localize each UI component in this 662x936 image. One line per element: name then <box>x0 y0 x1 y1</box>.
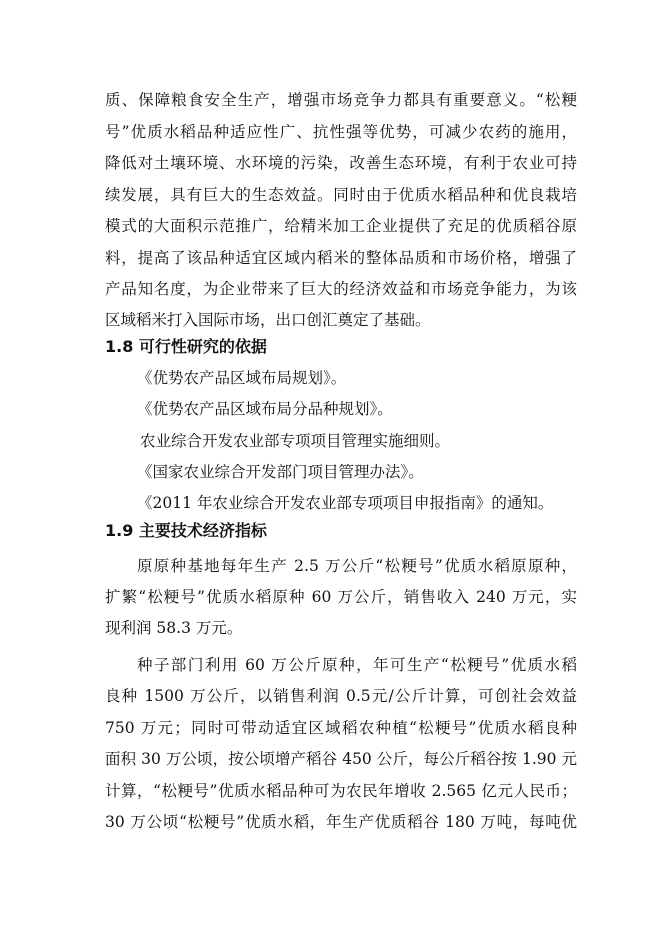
reference-item: 《国家农业综合开发部门项目管理办法》。 <box>137 463 424 481</box>
paragraph-line: 原原种基地每年生产 2.5 万公斤“松粳号”优质水稻原原种， <box>137 557 577 575</box>
intro-line: 料，提高了该品种适宜区域内稻米的整体品质和市场价格，增强了 <box>105 249 577 267</box>
reference-item: 农业综合开发农业部专项项目管理实施细则。 <box>140 432 451 450</box>
reference-item: 《2011 年农业综合开发农业部专项项目申报指南》的通知。 <box>137 494 554 512</box>
section-heading-1-8: 1.8 可行性研究的依据 <box>105 337 267 356</box>
paragraph-line: 面积 30 万公顷，按公顷增产稻谷 450 公斤，每公斤稻谷按 1.90 元 <box>105 750 577 768</box>
intro-line: 区域稻米打入国际市场，出口创汇奠定了基础。 <box>105 311 431 329</box>
intro-line: 质、保障粮食安全生产，增强市场竞争力都具有重要意义。“松粳 <box>105 91 577 109</box>
paragraph-line: 种子部门利用 60 万公斤原种，年可生产“松粳号”优质水稻 <box>137 656 577 674</box>
intro-line: 降低对土壤环境、水环境的污染，改善生态环境，有利于农业可持 <box>105 154 577 172</box>
paragraph-line: 现利润 58.3 万元。 <box>105 619 243 637</box>
intro-line: 产品知名度，为企业带来了巨大的经济效益和市场竞争能力，为该 <box>105 280 577 298</box>
paragraph-line: 扩繁“松粳号”优质水稻原种 60 万公斤，销售收入 240 万元，实 <box>105 588 577 606</box>
reference-item: 《优势农产品区域布局规划》。 <box>137 369 347 387</box>
paragraph-line: 计算，“松粳号”优质水稻品种可为农民年增收 2.565 亿元人民币； <box>105 782 577 800</box>
intro-line: 续发展，具有巨大的生态效益。同时由于优质水稻品种和优良栽培 <box>105 186 577 204</box>
intro-line: 模式的大面积示范推广，给精米加工企业提供了充足的优质稻谷原 <box>105 217 577 235</box>
reference-item: 《优势农产品区域布局分品种规划》。 <box>137 400 393 418</box>
section-heading-1-9: 1.9 主要技术经济指标 <box>105 521 267 540</box>
paragraph-line: 良种 1500 万公斤，以销售利润 0.5元/公斤计算，可创社会效益 <box>105 687 577 705</box>
intro-line: 号”优质水稻品种适应性广、抗性强等优势，可减少农药的施用， <box>105 123 577 141</box>
paragraph-line: 30 万公顷“松粳号”优质水稻，年生产优质稻谷 180 万吨，每吨优 <box>105 813 577 831</box>
paragraph-line: 750 万元；同时可带动适宜区域稻农种植“松粳号”优质水稻良种 <box>105 719 577 737</box>
